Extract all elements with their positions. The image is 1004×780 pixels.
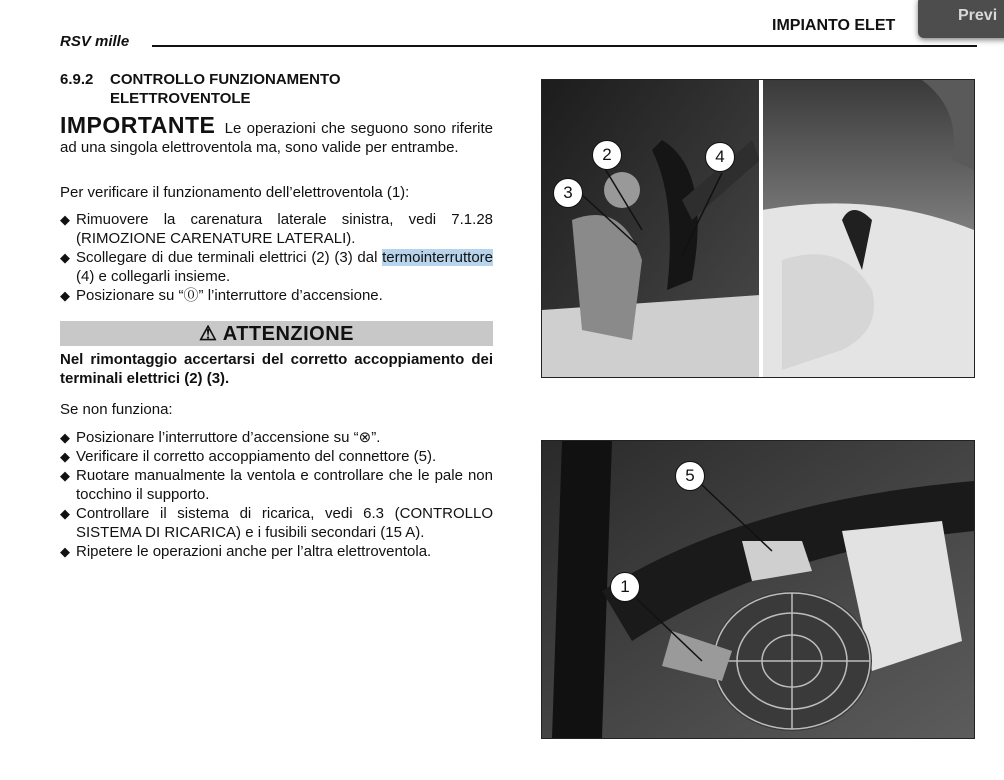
steps-list-1	[60, 210, 493, 305]
if-not-text: Se non funziona:	[60, 401, 173, 418]
bullet-icon: ◆	[60, 544, 70, 559]
list-item: ◆ Posizionare su “⓪” l’interruttore d’accensione.	[60, 287, 383, 304]
header-model: RSV mille	[60, 33, 130, 50]
list-item: ◆ Controllare il sistema di ricarica, vedi 6.3 (CONTROLLO SISTEMA DI RICARICA) e i fusibili secondari (15 A).	[60, 505, 493, 541]
header-section-title: IMPIANTO ELET	[772, 17, 896, 34]
callout-3: 3	[553, 178, 583, 208]
list-item: ◆ Posizionare l’interruttore d’accensione su “⊗”.	[60, 429, 381, 446]
preview-button-label: Previ	[958, 7, 998, 24]
list-item: ◆ Scollegare di due terminali elettrici (2) (3) dal termointerruttore (4) e collegarli insieme.	[60, 249, 493, 285]
bullet-icon: ◆	[60, 250, 70, 265]
photo-thermoswitch	[541, 79, 975, 378]
highlighted-text: termointerruttore	[382, 249, 493, 266]
photo-fan	[541, 440, 975, 739]
section-number: 6.9.2	[60, 71, 94, 88]
bullet-icon: ◆	[60, 212, 70, 227]
attention-label: ATTENZIONE	[222, 323, 355, 345]
callout-2: 2	[592, 140, 622, 170]
list-item: ◆ Rimuovere la carenatura laterale sinistra, vedi 7.1.28 (RIMOZIONE CARENATURE LATERALI).	[60, 211, 493, 247]
attention-text: Nel rimontaggio accertarsi del corretto accoppiamento dei terminali elettrici (2) (3).	[60, 351, 493, 387]
preview-button[interactable]	[918, 0, 1004, 38]
header-rule	[152, 45, 977, 47]
bullet-icon: ◆	[60, 430, 70, 445]
callout-5: 5	[675, 461, 705, 491]
bullet-icon: ◆	[60, 449, 70, 464]
callout-1: 1	[610, 572, 640, 602]
important-text: Le operazioni che seguono sono riferite ad una singola elettroventola ma, sono valide per entrambe.	[60, 120, 493, 156]
intro-text: Per verificare il funzionamento dell’elettroventola (1):	[60, 184, 410, 201]
important-note	[60, 112, 493, 157]
attention-banner	[60, 321, 493, 346]
list-item: ◆ Ripetere le operazioni anche per l’altra elettroventola.	[60, 543, 432, 560]
bullet-icon: ◆	[60, 506, 70, 521]
important-label: IMPORTANTE	[60, 112, 216, 138]
warning-icon: ⚠	[198, 323, 218, 345]
bullet-icon: ◆	[60, 288, 70, 303]
photo-thermoswitch-image	[542, 80, 974, 377]
section-title: CONTROLLO FUNZIONAMENTO ELETTROVENTOLE	[110, 71, 341, 107]
callout-4: 4	[705, 142, 735, 172]
list-item: ◆ Verificare il corretto accoppiamento del connettore (5).	[60, 448, 437, 465]
bullet-icon: ◆	[60, 468, 70, 483]
photo-fan-image	[542, 441, 974, 738]
list-item: ◆ Ruotare manualmente la ventola e controllare che le pale non tocchino il supporto.	[60, 467, 493, 503]
steps-list-2	[60, 428, 493, 561]
